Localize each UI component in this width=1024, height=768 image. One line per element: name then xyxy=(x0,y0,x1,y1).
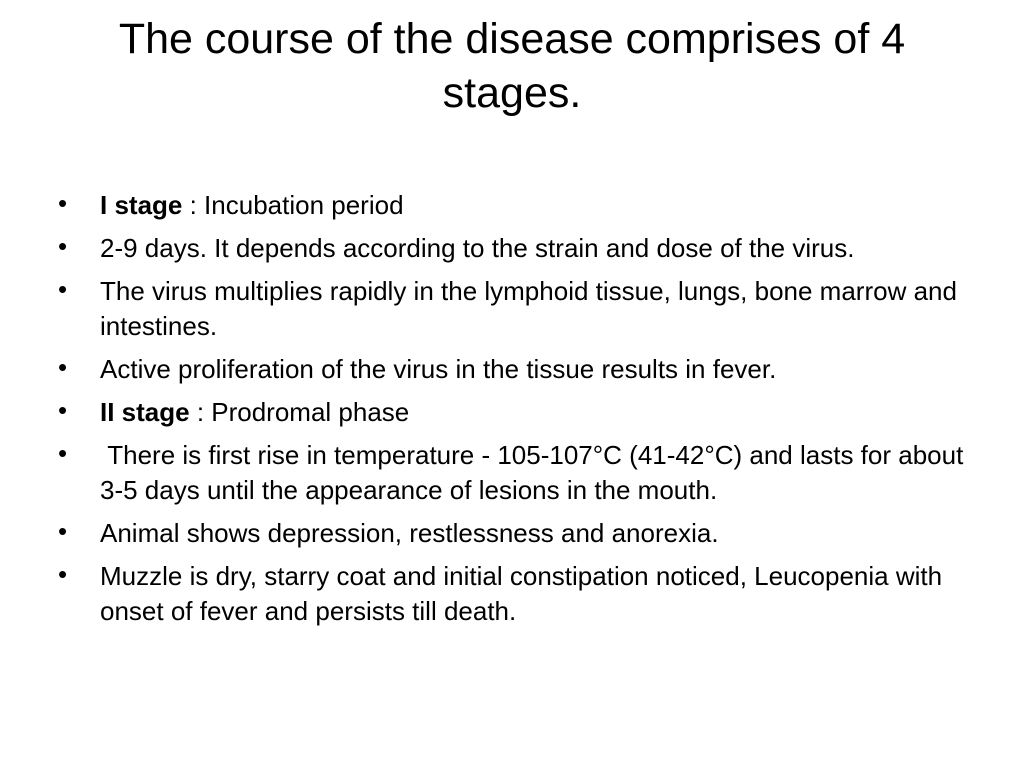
bullet-text: Muzzle is dry, starry coat and initial constipation noticed, Leucopenia with onset of fever and persists till death. xyxy=(100,561,943,626)
bullet-icon: • xyxy=(58,395,68,425)
slide-title: The course of the disease comprises of 4 stages. xyxy=(118,15,906,117)
bullet-item-6 xyxy=(56,438,971,508)
stage-label: I stage xyxy=(100,190,183,220)
bullet-item-7 xyxy=(56,516,966,551)
bullet-text: Animal shows depression, restlessness and anorexia. xyxy=(100,518,719,548)
bullet-icon: • xyxy=(58,559,68,589)
bullet-text: The virus multiplies rapidly in the lymphoid tissue, lungs, bone marrow and intestines. xyxy=(100,276,957,341)
bullet-item-1 xyxy=(56,188,966,223)
bullet-text: Prodromal phase xyxy=(211,397,410,427)
bullet-item-2 xyxy=(56,231,966,266)
bullet-icon: • xyxy=(58,438,68,468)
bullet-icon: • xyxy=(58,231,68,261)
bullet-item-8 xyxy=(56,559,966,629)
bullet-text: Active proliferation of the virus in the tissue results in fever. xyxy=(100,354,777,384)
stage-label: II stage xyxy=(100,397,190,427)
bullet-icon: • xyxy=(58,352,68,382)
bullet-separator: : xyxy=(189,397,212,427)
bullet-item-3 xyxy=(56,274,966,344)
bullet-list xyxy=(56,188,971,637)
bullet-text: Incubation period xyxy=(204,190,404,220)
bullet-text: There is first rise in temperature - 105-107°C (41-42°C) and lasts for about 3-5 days until the appearance of lesions in the mouth. xyxy=(100,440,971,505)
bullet-icon: • xyxy=(58,516,68,546)
bullet-icon: • xyxy=(58,274,68,304)
bullet-item-5 xyxy=(56,395,966,430)
bullet-icon: • xyxy=(58,188,68,218)
bullet-separator: : xyxy=(182,190,205,220)
bullet-text: 2-9 days. It depends according to the strain and dose of the virus. xyxy=(100,233,855,263)
bullet-item-4 xyxy=(56,352,966,387)
